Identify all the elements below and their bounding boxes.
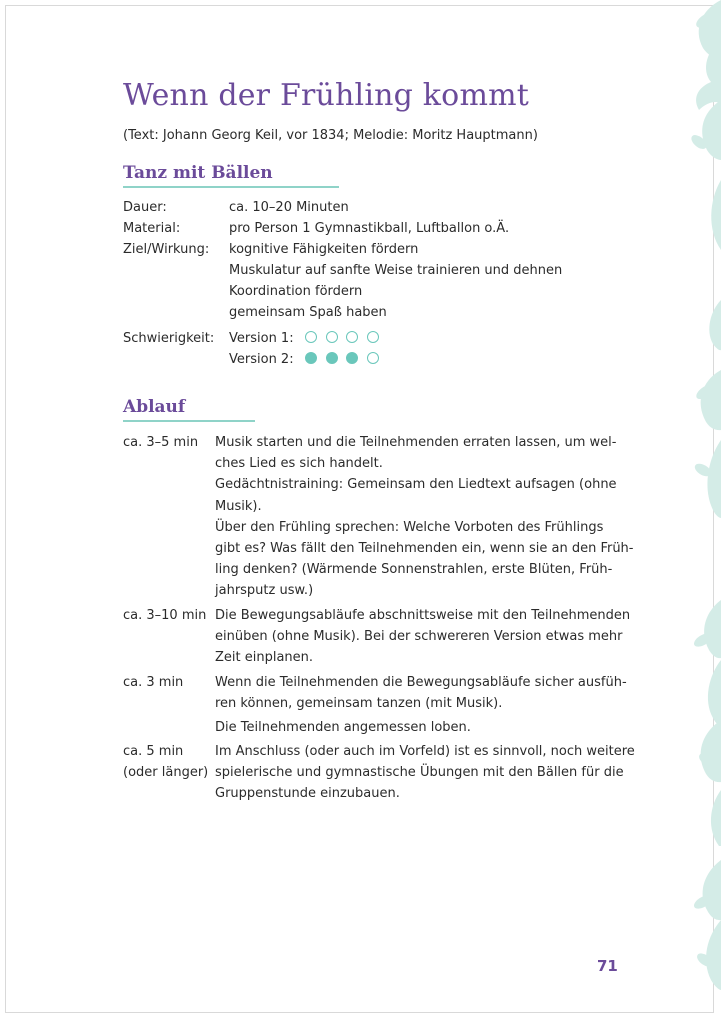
step-duration xyxy=(123,672,215,693)
description-line: Im Anschluss (oder auch im Vorfeld) ist es sinnvoll, noch weitere xyxy=(215,744,635,759)
step-description xyxy=(215,605,631,669)
description-line: ren können, gemeinsam tanzen (mit Musik). xyxy=(215,696,503,712)
floral-ornament xyxy=(641,0,721,1020)
difficulty-version-1 xyxy=(229,328,294,349)
version-label: Version 1: xyxy=(229,331,294,346)
empty-circle-icon xyxy=(367,352,379,364)
step-description xyxy=(215,672,627,714)
step-description xyxy=(215,717,619,738)
step-description xyxy=(215,432,634,602)
difficulty-rating xyxy=(305,352,387,368)
difficulty-version-2 xyxy=(229,349,294,370)
filled-circle-icon xyxy=(326,352,338,364)
section-rule xyxy=(123,186,339,188)
info-label: Dauer: xyxy=(123,200,167,215)
step-duration xyxy=(123,432,215,453)
description-line: Musik starten und die Teilnehmenden erraten lassen, um wel- xyxy=(215,435,617,450)
info-value: Muskulatur auf sanfte Weise trainieren und dehnen xyxy=(229,263,563,278)
description-line: jahrsputz usw.) xyxy=(215,583,314,599)
step-duration xyxy=(123,605,215,626)
section-heading-ablauf: Ablauf xyxy=(123,397,186,417)
empty-circle-icon xyxy=(305,331,317,343)
description-line: Gruppenstunde einzubauen. xyxy=(215,786,400,802)
filled-circle-icon xyxy=(346,352,358,364)
version-label: Version 2: xyxy=(229,352,294,367)
duration-line: ca. 3–10 min xyxy=(123,608,207,623)
info-value: ca. 10–20 Minuten xyxy=(229,200,349,215)
description-line: ling denken? (Wärmende Sonnenstrahlen, erste Blüten, Früh- xyxy=(215,562,613,578)
page-title: Wenn der Frühling kommt xyxy=(123,78,529,113)
description-line: Die Teilnehmenden angemessen loben. xyxy=(215,720,471,735)
song-credits: (Text: Johann Georg Keil, vor 1834; Melodie: Moritz Hauptmann) xyxy=(123,128,538,143)
description-line: einüben (ohne Musik). Bei der schwereren Version etwas mehr xyxy=(215,629,623,645)
info-value: kognitive Fähigkeiten fördern xyxy=(229,242,419,257)
duration-line: ca. 5 min xyxy=(123,744,184,759)
description-line: spielerische und gymnastische Übungen mit den Bällen für die xyxy=(215,765,624,781)
description-line: Zeit einplanen. xyxy=(215,650,314,666)
difficulty-rating xyxy=(305,331,387,347)
duration-line: (oder länger) xyxy=(123,765,209,781)
info-label: Schwierigkeit: xyxy=(123,331,215,346)
step-description xyxy=(215,741,635,805)
description-line: Gedächtnistraining: Gemeinsam den Liedtext aufsagen (ohne xyxy=(215,477,617,493)
description-line: Über den Frühling sprechen: Welche Vorboten des Frühlings xyxy=(215,519,604,535)
step-duration xyxy=(123,741,215,783)
duration-line: ca. 3–5 min xyxy=(123,435,199,450)
empty-circle-icon xyxy=(346,331,358,343)
page-number: 71 xyxy=(597,957,618,975)
section-heading-tanz: Tanz mit Bällen xyxy=(123,163,273,183)
description-line: gibt es? Was fällt den Teilnehmenden ein, wenn sie an den Früh- xyxy=(215,541,634,557)
info-value: pro Person 1 Gymnastikball, Luftballon o.Ä. xyxy=(229,221,510,236)
description-line: ches Lied es sich handelt. xyxy=(215,456,383,472)
description-line: Musik). xyxy=(215,498,262,514)
section-rule xyxy=(123,420,255,422)
empty-circle-icon xyxy=(326,331,338,343)
description-line: Wenn die Teilnehmenden die Bewegungsabläufe sicher ausfüh- xyxy=(215,675,627,690)
info-label: Ziel/Wirkung: xyxy=(123,242,210,257)
description-line: Die Bewegungsabläufe abschnittsweise mit den Teilnehmenden xyxy=(215,608,631,623)
info-label: Material: xyxy=(123,221,181,236)
empty-circle-icon xyxy=(367,331,379,343)
duration-line: ca. 3 min xyxy=(123,675,184,690)
info-value: gemeinsam Spaß haben xyxy=(229,305,387,320)
info-value: Koordination fördern xyxy=(229,284,363,299)
filled-circle-icon xyxy=(305,352,317,364)
